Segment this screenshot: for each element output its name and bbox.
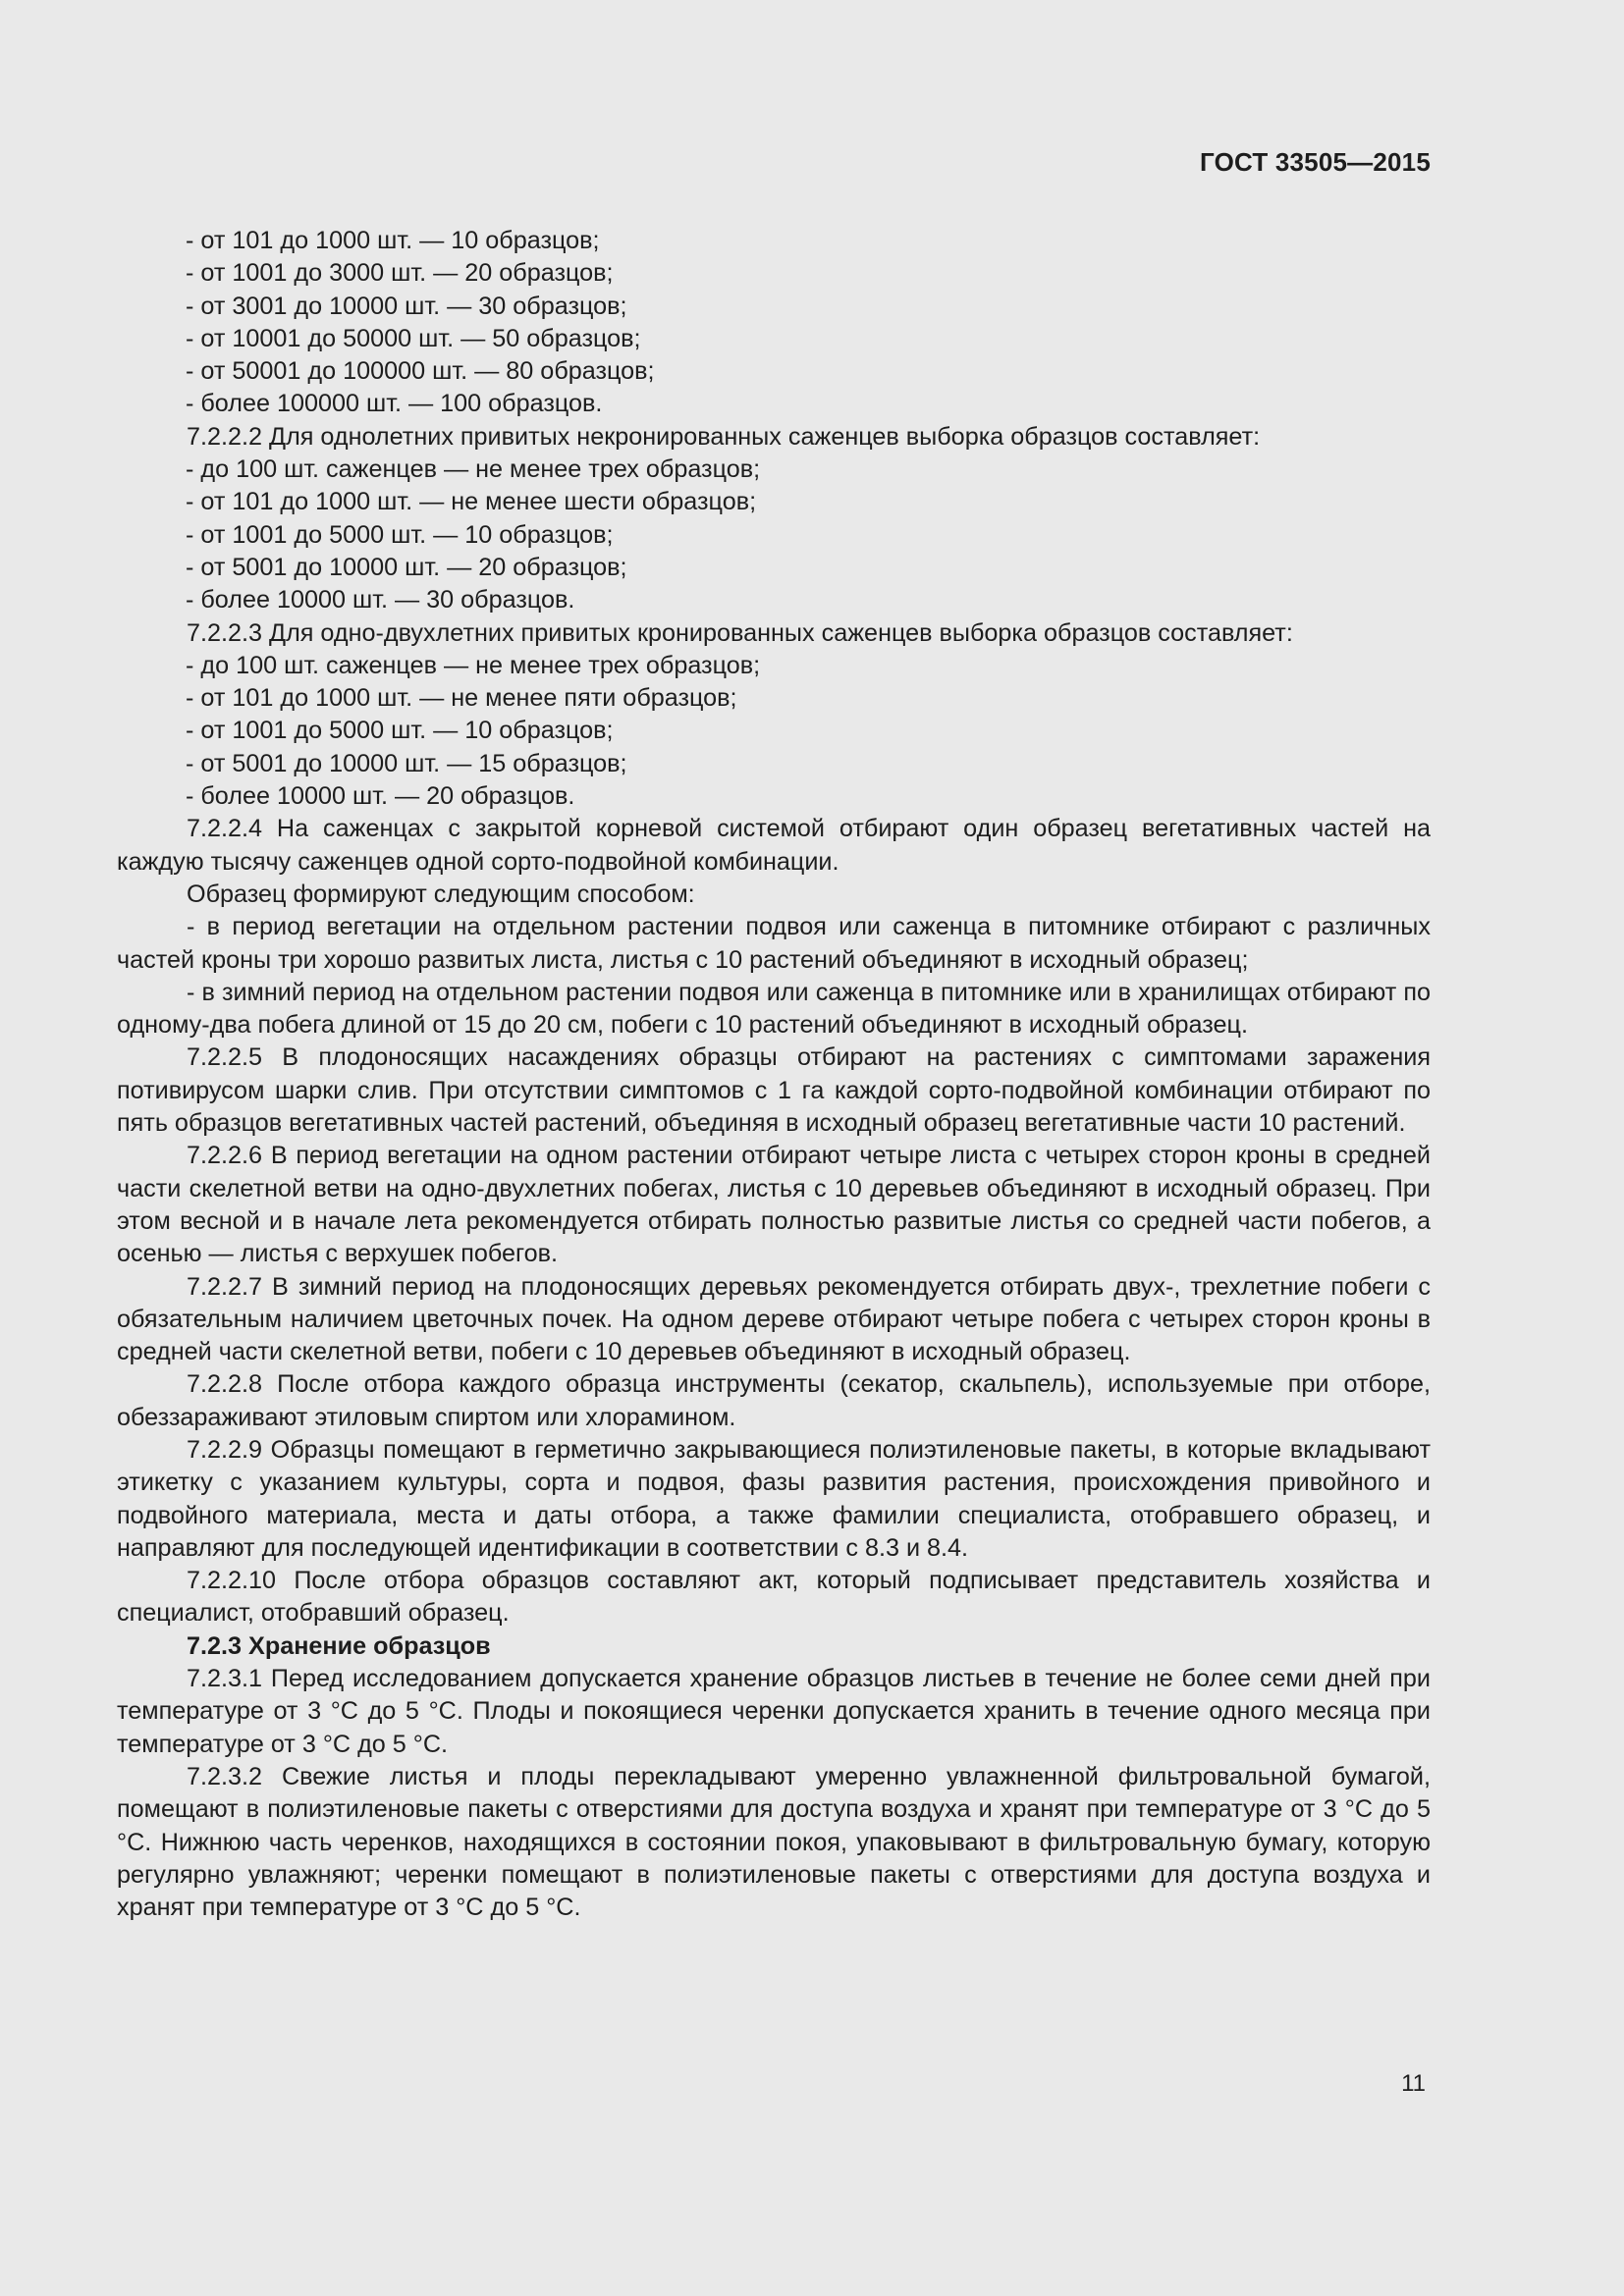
paragraph: 7.2.2.5 В плодоносящих насаждениях образцы отбирают на растениях с симптомами заражения потивирусом шарки слив. При отсутствии симптомов с 1 га каждой сорто-подвойной комбинации отбирают по пять образцов вегетативных частей растений, объединяя в исходный образец вегетативные части 10 растений.	[117, 1043, 1431, 1138]
paragraph: Образец формируют следующим способом:	[187, 880, 695, 908]
paragraph: - в зимний период на отдельном растении подвоя или саженца в питомнике или в хранилищах отбирают по одному-два побега длиной от 15 до 20 см, побеги с 10 растений объединяют в исходный образец.	[117, 978, 1431, 1040]
page-number: 11	[1401, 2070, 1426, 2097]
list-item: - от 1001 до 5000 шт. — 10 образцов;	[186, 717, 614, 745]
paragraph: 7.2.2.8 После отбора каждого образца инструменты (секатор, скальпель), используемые при отборе, обеззараживают этиловым спиртом или хлорамином.	[117, 1370, 1431, 1431]
paragraph: 7.2.2.7 В зимний период на плодоносящих деревьях рекомендуется отбирать двух-, трехлетние побеги с обязательным наличием цветочных почек. На одном дереве отбирают четыре побега с четырех сторон кроны в средней части скелетной ветви, побеги с 10 деревьев объединяют в исходный образец.	[117, 1272, 1431, 1366]
list-item: - от 101 до 1000 шт. — не менее пяти образцов;	[186, 684, 737, 713]
list-item: - от 10001 до 50000 шт. — 50 образцов;	[186, 324, 641, 352]
list-item: - до 100 шт. саженцев — не менее трех образцов;	[186, 651, 761, 679]
list-item: - более 100000 шт. — 100 образцов.	[186, 390, 603, 418]
list-item: - от 101 до 1000 шт. — не менее шести образцов;	[186, 488, 757, 516]
list-item: - более 10000 шт. — 30 образцов.	[186, 586, 575, 614]
list-item: - от 5001 до 10000 шт. — 20 образцов;	[186, 553, 627, 581]
paragraph: 7.2.2.6 В период вегетации на одном растении отбирают четыре листа с четырех сторон кроны в средней части скелетной ветви на одно-двухлетних побегах, листья с 10 деревьев объединяют в исходный образец. При этом весной и в начале лета рекомендуется отбирать полностью развитые листья со средней части побегов, а осенью — листья с верхушек побегов.	[117, 1142, 1431, 1268]
paragraph: 7.2.2.4 На саженцах с закрытой корневой системой отбирают один образец вегетативных частей на каждую тысячу саженцев одной сорто-подвойной комбинации.	[117, 815, 1431, 876]
paragraph: - в период вегетации на отдельном растении подвоя или саженца в питомнике отбирают с различных частей кроны три хорошо развитых листа, листья с 10 растений объединяют в исходный образец;	[117, 913, 1431, 974]
paragraph: 7.2.2.3 Для одно-двухлетних привитых кронированных саженцев выборка образцов составляет:	[187, 618, 1293, 647]
list-item: - от 3001 до 10000 шт. — 30 образцов;	[186, 292, 627, 320]
paragraph: 7.2.2.9 Образцы помещают в герметично закрывающиеся полиэтиленовые пакеты, в которые вкладывают этикетку с указанием культуры, сорта и подвоя, фазы развития растения, происхождения привойного и подвойного материала, места и даты отбора, а также фамилии специалиста, отобравшего образец, и направляют для последующей идентификации в соответствии с 8.3 и 8.4.	[117, 1435, 1431, 1562]
section-heading: 7.2.3 Хранение образцов	[187, 1631, 491, 1660]
list-item: - от 1001 до 5000 шт. — 10 образцов;	[186, 520, 614, 549]
list-item: - от 5001 до 10000 шт. — 15 образцов;	[186, 749, 627, 777]
document-body	[117, 225, 1431, 1924]
paragraph: 7.2.3.1 Перед исследованием допускается хранение образцов листьев в течение не более семи дней при температуре от 3 °С до 5 °С. Плоды и покоящиеся черенки допускается хранить в течение одного месяца при температуре от 3 °С до 5 °С.	[117, 1665, 1431, 1758]
paragraph: 7.2.2.10 После отбора образцов составляют акт, который подписывает представитель хозяйства и специалист, отобравший образец.	[117, 1567, 1431, 1628]
list-item: - от 1001 до 3000 шт. — 20 образцов;	[186, 259, 614, 288]
list-item: - до 100 шт. саженцев — не менее трех образцов;	[186, 455, 761, 484]
paragraph: 7.2.2.2 Для однолетних привитых некронированных саженцев выборка образцов составляет:	[187, 422, 1261, 451]
paragraph: 7.2.3.2 Свежие листья и плоды перекладывают умеренно увлажненной фильтровальной бумагой, помещают в полиэтиленовые пакеты с отверстиями для доступа воздуха и хранят при температуре от 3 °С до 5 °С. Нижнюю часть черенков, находящихся в состоянии покоя, упаковывают в фильтровальную бумагу, которую регулярно увлажняют; черенки помещают в полиэтиленовые пакеты с отверстиями для доступа воздуха и хранят при температуре от 3 °С до 5 °С.	[117, 1762, 1431, 1922]
list-item: - более 10000 шт. — 20 образцов.	[186, 782, 575, 811]
list-item: - от 50001 до 100000 шт. — 80 образцов;	[186, 357, 655, 386]
document-header: ГОСТ 33505—2015	[1200, 147, 1431, 177]
list-item: - от 101 до 1000 шт. — 10 образцов;	[186, 227, 600, 254]
